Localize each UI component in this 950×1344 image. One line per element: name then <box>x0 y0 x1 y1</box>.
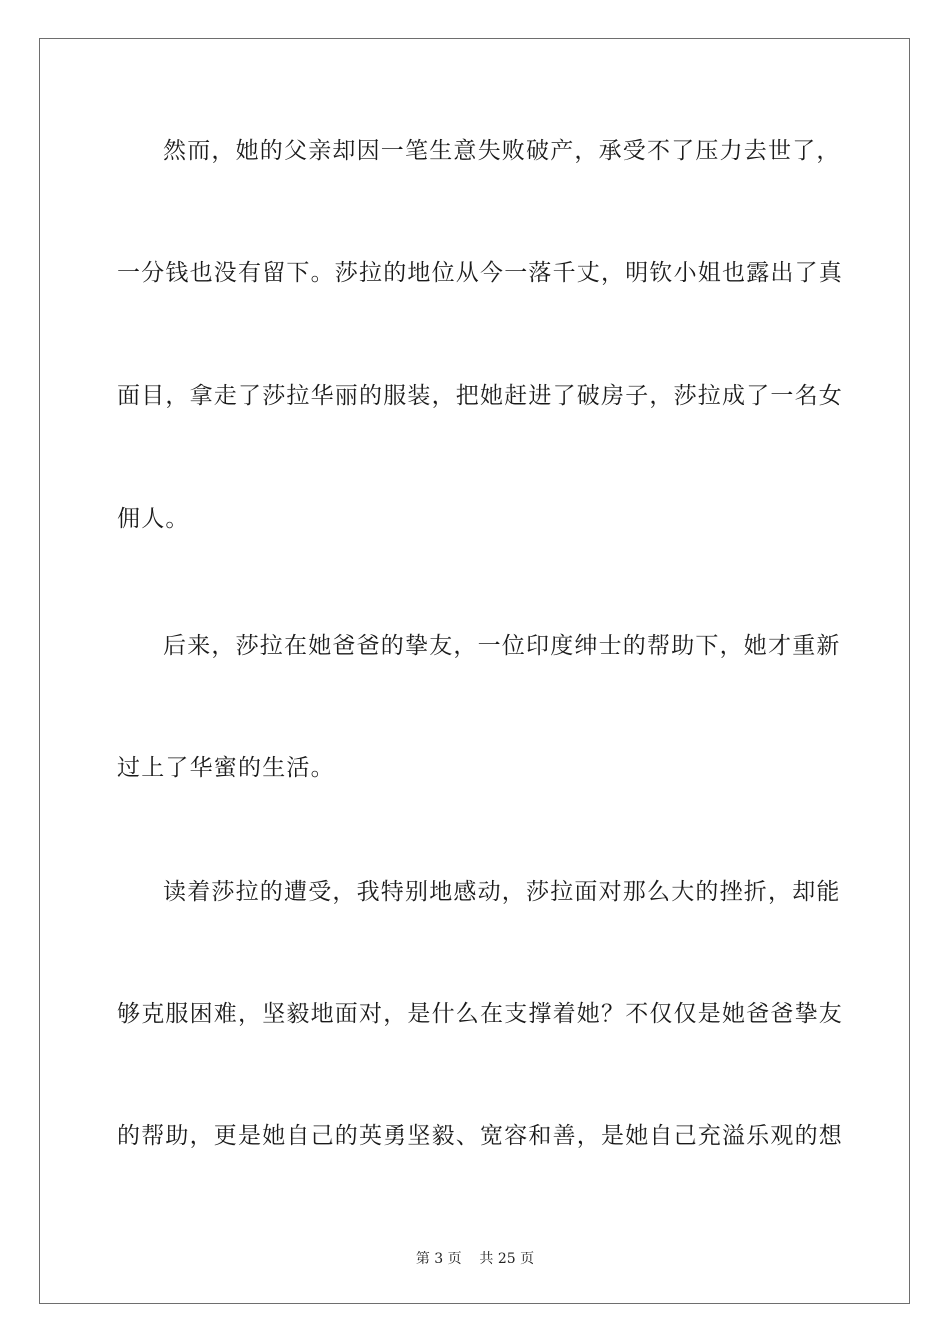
paragraph-line: 面目，拿走了莎拉华丽的服装，把她赶进了破房子，莎拉成了一名女 <box>117 383 843 409</box>
paragraph-line: 过上了华蜜的生活。 <box>117 755 335 781</box>
paragraph-line: 后来，莎拉在她爸爸的挚友，一位印度绅士的帮助下，她才重新 <box>163 633 841 659</box>
paragraph-line: 然而，她的父亲却因一笔生意失败破产，承受不了压力去世了， <box>163 138 841 164</box>
page-border <box>39 38 910 1304</box>
paragraph-line: 读着莎拉的遭受，我特别地感动，莎拉面对那么大的挫折，却能 <box>163 879 841 905</box>
paragraph-line: 的帮助，更是她自己的英勇坚毅、宽容和善，是她自己充溢乐观的想 <box>117 1123 843 1149</box>
paragraph-line: 佣人。 <box>117 506 190 532</box>
page-number-footer: 第 3 页 共 25 页 <box>415 1251 535 1267</box>
paragraph-line: 一分钱也没有留下。莎拉的地位从今一落千丈，明钦小姐也露出了真 <box>117 260 843 286</box>
paragraph-line: 够克服困难，坚毅地面对，是什么在支撑着她？不仅仅是她爸爸挚友 <box>117 1001 843 1027</box>
